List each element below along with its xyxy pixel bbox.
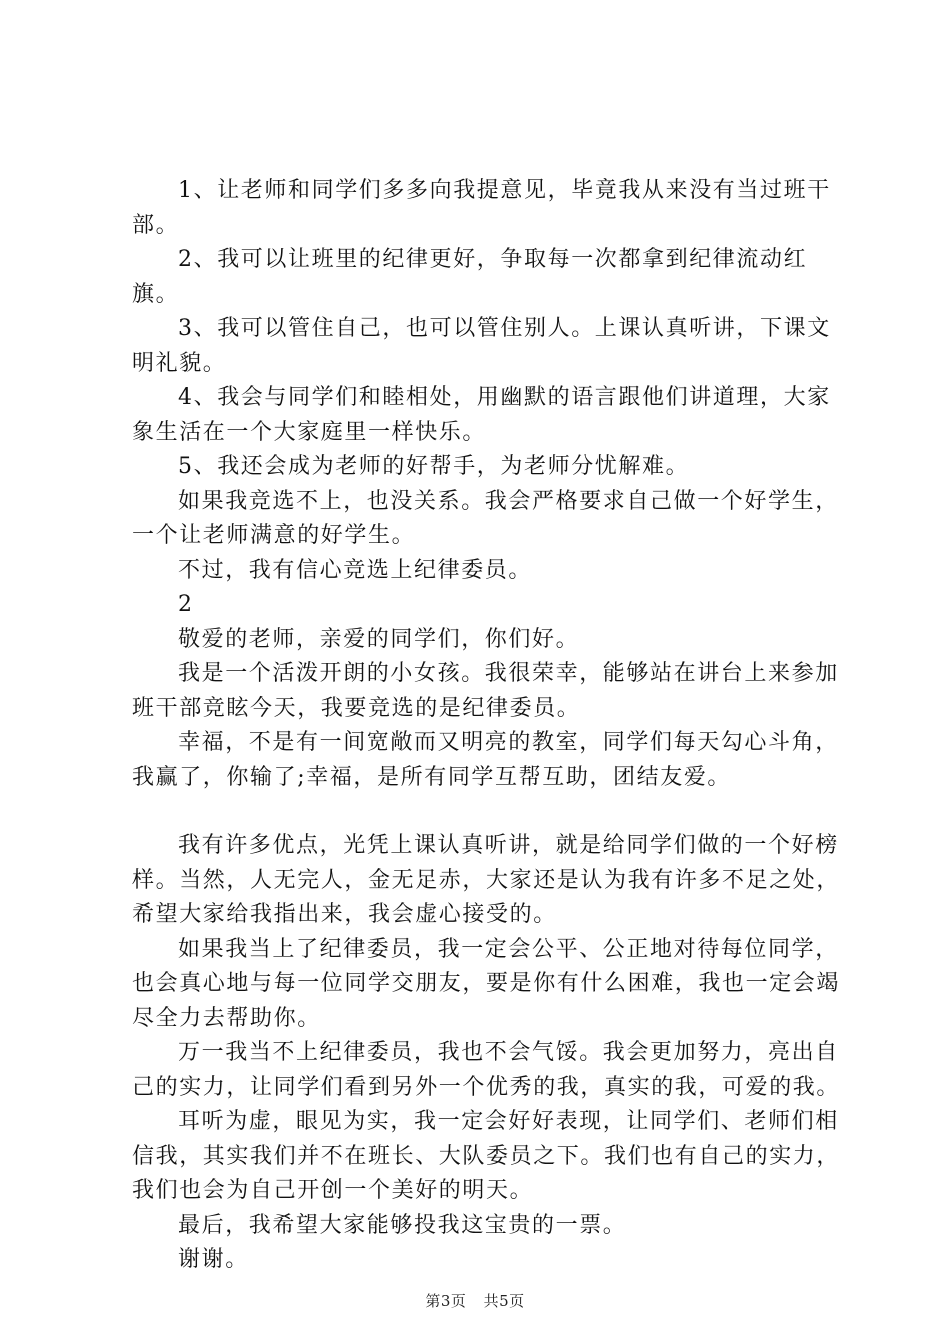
paragraph-2: 2、我可以让班里的纪律更好，争取每一次都拿到纪律流动红旗。 (132, 247, 808, 307)
page-number: 第3页 (425, 1292, 467, 1310)
paragraph-10: 我有许多优点，光凭上课认真听讲，就是给同学们做的一个好榜样。当然，人无完人，金无足赤，大家还是认为我有许多不足之处，希望大家给我指出来，我会虚心接受的。 (132, 833, 841, 927)
page-footer (0, 1290, 950, 1311)
paragraph-1: 1、让老师和同学们多多向我提意见，毕竟我从来没有当过班干部。 (132, 178, 831, 238)
page-total: 共5页 (483, 1292, 525, 1310)
paragraph-9: 幸福，不是有一间宽敞而又明亮的教室，同学们每天勾心斗角，我赢了，你输了;幸福，是所有同学互帮互助，团结友爱。 (132, 730, 839, 790)
greeting: 敬爱的老师，亲爱的同学们，你们好。 (178, 626, 580, 652)
paragraph-14: 最后，我希望大家能够投我这宝贵的一票。 (178, 1212, 627, 1238)
paragraph-3: 3、我可以管住自己，也可以管住别人。上课认真听讲，下课文明礼貌。 (132, 316, 831, 376)
document-body (132, 174, 852, 1278)
paragraph-7: 不过，我有信心竞选上纪律委员。 (178, 557, 533, 583)
paragraph-6: 如果我竞选不上，也没关系。我会严格要求自己做一个好学生，一个让老师满意的好学生。 (132, 488, 839, 548)
paragraph-8: 我是一个活泼开朗的小女孩。我很荣幸，能够站在讲台上来参加班干部竞眩今天，我要竞选的是纪律委员。 (132, 661, 839, 721)
paragraph-12: 万一我当不上纪律委员，我也不会气馁。我会更加努力，亮出自己的实力，让同学们看到另外一个优秀的我，真实的我，可爱的我。 (132, 1040, 841, 1100)
section-number: 2 (178, 592, 194, 617)
paragraph-5: 5、我还会成为老师的好帮手，为老师分忧解难。 (178, 454, 690, 479)
paragraph-13: 耳听为虚，眼见为实，我一定会好好表现，让同学们、老师们相信我，其实我们并不在班长、大队委员之下。我们也有自己的实力，我们也会为自己开创一个美好的明天。 (132, 1109, 841, 1203)
closing-thanks: 谢谢。 (178, 1247, 249, 1272)
paragraph-11: 如果我当上了纪律委员，我一定会公平、公正地对待每位同学，也会真心地与每一位同学交朋友，要是你有什么困难，我也一定会竭尽全力去帮助你。 (132, 936, 841, 1031)
paragraph-4: 4、我会与同学们和睦相处，用幽默的语言跟他们讲道理，大家象生活在一个大家庭里一样快乐。 (132, 385, 831, 445)
